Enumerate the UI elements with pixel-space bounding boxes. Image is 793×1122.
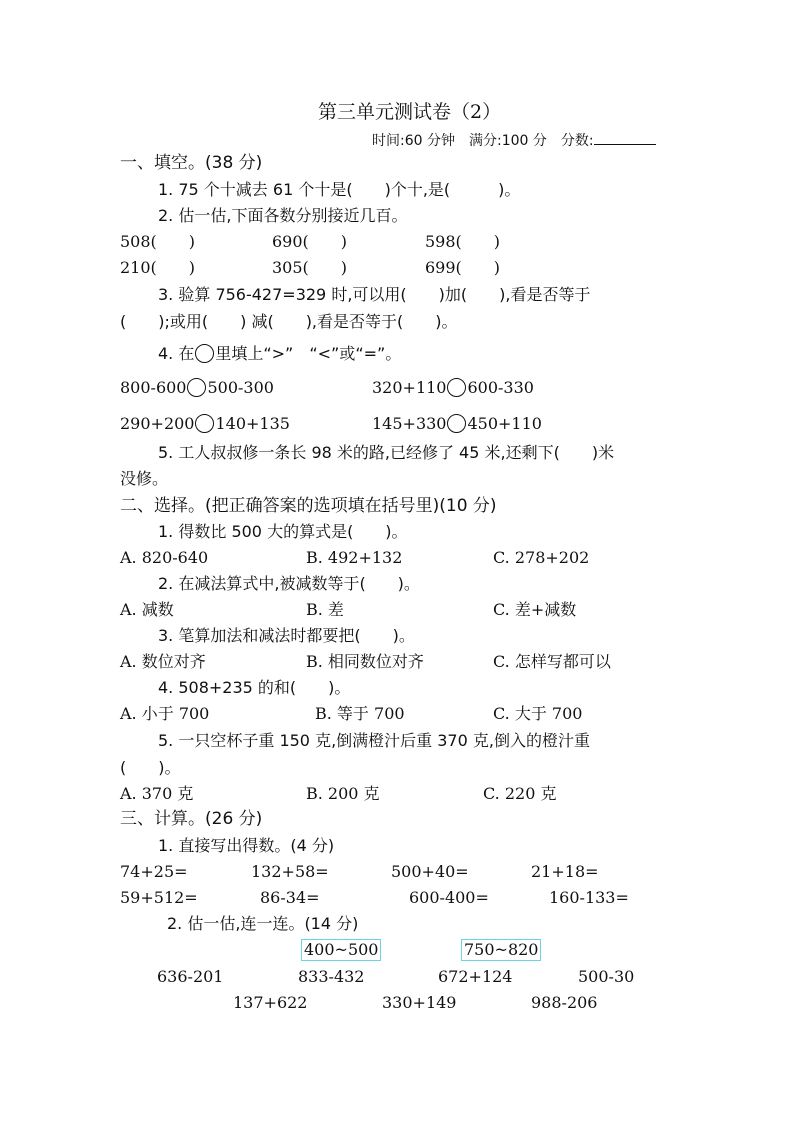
option-b: B. 492+132 — [306, 548, 403, 567]
s1-question-5-line1: 5. 工人叔叔修一条长 98 米的路,已经修了 45 米,还剩下( )米 — [158, 443, 615, 462]
s1-q4-prefix: 4. 在 — [158, 344, 195, 363]
s1-q2-item: 305( ) — [272, 258, 348, 277]
s1-q2-item: 699( ) — [425, 258, 501, 277]
s1-question-1: 1. 75 个十减去 61 个十是( )个十,是( )。 — [158, 180, 521, 199]
circle-blank-icon — [447, 414, 466, 433]
compare-right: 500-300 — [207, 378, 274, 397]
compare-item — [120, 378, 274, 398]
s1-question-3-line1: 3. 验算 756-427=329 时,可以用( )加( ),看是否等于 — [158, 285, 591, 304]
score-blank — [594, 130, 656, 145]
estimate-item: 500-30 — [578, 967, 635, 986]
option-b: B. 等于 700 — [315, 704, 405, 723]
s2-question: 4. 508+235 的和( )。 — [158, 678, 351, 697]
compare-item — [372, 414, 542, 434]
s2-question-5-line2: ( )。 — [120, 758, 181, 777]
option-a: A. 820-640 — [120, 548, 209, 567]
option-c: C. 差+减数 — [493, 600, 577, 619]
option-a: A. 小于 700 — [120, 704, 210, 723]
estimate-item: 137+622 — [233, 993, 308, 1012]
s1-q2-item: 690( ) — [272, 232, 348, 251]
compare-left: 800-600 — [120, 378, 187, 397]
calc-item: 600-400= — [409, 888, 489, 907]
estimate-item: 330+149 — [382, 993, 457, 1012]
option-c: C. 怎样写都可以 — [493, 652, 611, 671]
calc-item: 74+25= — [120, 862, 188, 881]
s3-question-2: 2. 估一估,连一连。(14 分) — [167, 914, 359, 933]
page-title: 第三单元测试卷（2） — [318, 101, 502, 123]
compare-left: 290+200 — [120, 414, 195, 433]
calc-item: 21+18= — [531, 862, 599, 881]
s2-question-5-line1: 5. 一只空杯子重 150 克,倒满橙汁后重 370 克,倒入的橙汁重 — [158, 731, 590, 750]
compare-item — [120, 414, 290, 434]
calc-item: 132+58= — [251, 862, 329, 881]
calc-item: 86-34= — [260, 888, 320, 907]
s1-q4-suffix: 里填上“>” “<”或“=”。 — [215, 344, 402, 363]
s3-question-1: 1. 直接写出得数。(4 分) — [158, 836, 335, 855]
calc-item: 500+40= — [391, 862, 469, 881]
section-3-title: 三、计算。(26 分) — [120, 809, 263, 829]
option-a: A. 减数 — [120, 600, 174, 619]
compare-right: 450+110 — [467, 414, 542, 433]
option-c: C. 大于 700 — [493, 704, 583, 723]
option-c: C. 220 克 — [483, 784, 557, 803]
s2-question: 2. 在减法算式中,被减数等于( )。 — [158, 574, 420, 593]
exam-meta — [372, 130, 656, 151]
option-a: A. 数位对齐 — [120, 652, 206, 671]
s2-question: 3. 笔算加法和减法时都要把( )。 — [158, 626, 415, 645]
estimate-item: 988-206 — [531, 993, 598, 1012]
compare-right: 140+135 — [215, 414, 290, 433]
option-b: B. 差 — [306, 600, 344, 619]
option-b: B. 200 克 — [306, 784, 380, 803]
s1-q2-item: 210( ) — [120, 258, 196, 277]
circle-blank-icon — [195, 344, 214, 363]
compare-right: 600-330 — [467, 378, 534, 397]
compare-item — [372, 378, 534, 398]
estimate-item: 672+124 — [438, 967, 513, 986]
exam-meta-text: 时间:60 分钟 满分:100 分 分数: — [372, 133, 594, 149]
s1-question-5-line2: 没修。 — [120, 469, 169, 488]
circle-blank-icon — [187, 378, 206, 397]
circle-blank-icon — [195, 414, 214, 433]
section-2-title: 二、选择。(把正确答案的选项填在括号里)(10 分) — [120, 496, 497, 516]
s1-q2-item: 598( ) — [425, 232, 501, 251]
compare-left: 320+110 — [372, 378, 447, 397]
calc-item: 160-133= — [549, 888, 629, 907]
s1-question-4 — [158, 344, 401, 364]
estimate-item: 833-432 — [298, 967, 365, 986]
option-c: C. 278+202 — [493, 548, 590, 567]
estimate-item: 636-201 — [157, 967, 224, 986]
s2-question: 1. 得数比 500 大的算式是( )。 — [158, 522, 408, 541]
range-box: 400~500 — [301, 939, 381, 961]
calc-item: 59+512= — [120, 888, 198, 907]
range-box: 750~820 — [461, 939, 541, 961]
s1-question-2: 2. 估一估,下面各数分别接近几百。 — [158, 206, 408, 225]
circle-blank-icon — [447, 378, 466, 397]
section-1-title: 一、填空。(38 分) — [120, 153, 263, 173]
option-a: A. 370 克 — [120, 784, 194, 803]
s1-q2-item: 508( ) — [120, 232, 196, 251]
option-b: B. 相同数位对齐 — [306, 652, 424, 671]
s1-question-3-line2: ( );或用( ) 减( ),看是否等于( )。 — [120, 312, 458, 331]
compare-left: 145+330 — [372, 414, 447, 433]
